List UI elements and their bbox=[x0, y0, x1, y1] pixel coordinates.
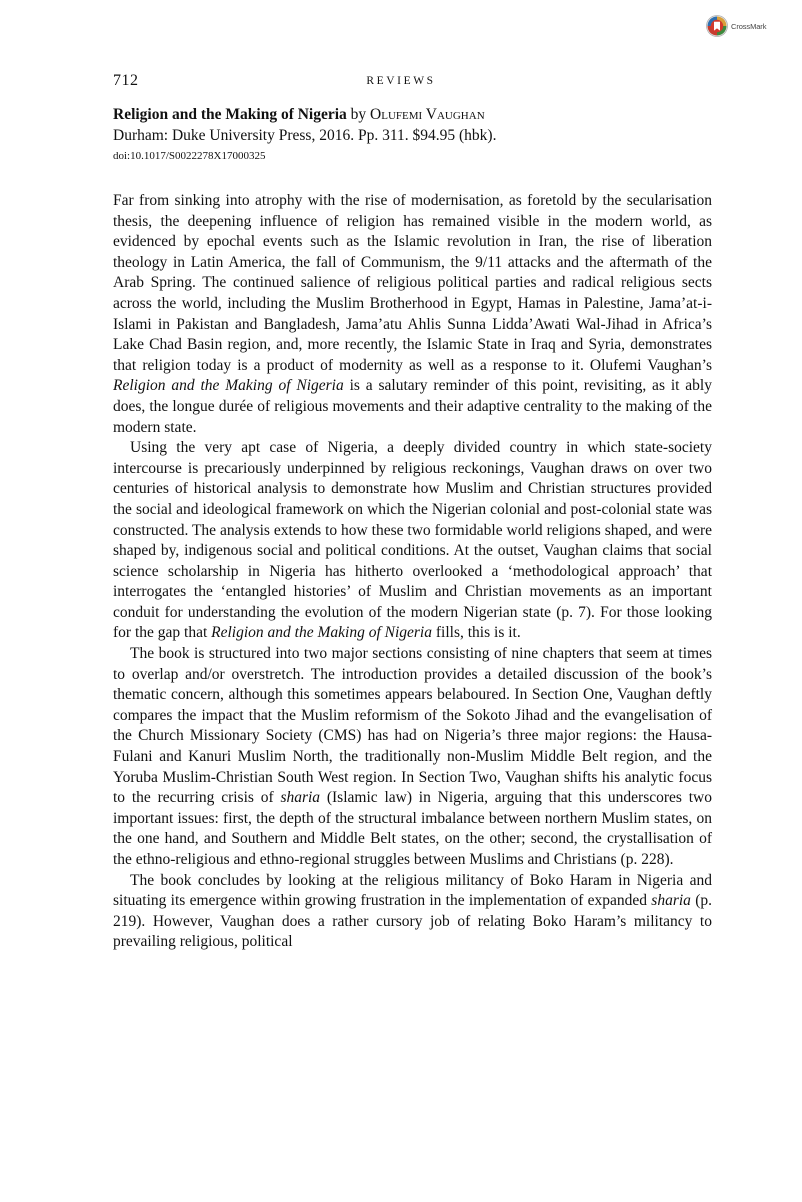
crossmark-label: CrossMark bbox=[731, 21, 767, 31]
paragraph-text: Using the very apt case of Nigeria, a deeply divided country in which state-society intercourse is precariously underpinned by religious reckonings, Vaughan draws on over two centuries of historical analysis to demonstrate how Muslim and Christian structures provided the social and ideological framework on which the Nigerian colonial and post-colonial state was constructed. The analysis extends to how these two formidable world religions shaped, and were shaped by, indigenous social and political conditions. At the outset, Vaughan claims that social science scholarship in Nigeria has hitherto overlooked a ‘methodological approach’ that interrogates the ‘entangled histories’ of Muslim and Christian movements as an important conduit for understanding the evolution of the modern Nigerian state (p. 7). For those looking for the gap that bbox=[113, 439, 712, 642]
review-paragraph bbox=[113, 438, 712, 644]
review-paragraph bbox=[113, 191, 712, 438]
book-by: by bbox=[346, 106, 371, 123]
review-paragraph bbox=[113, 871, 712, 953]
book-publication: Durham: Duke University Press, 2016. Pp. 311. $94.95 (hbk). bbox=[113, 127, 497, 144]
paragraph-text: fills, this is it. bbox=[432, 624, 521, 642]
paragraph-text: (Islamic law) in Nigeria, arguing that this underscores two important issues: first, the depth of the structural imbalance between northern Muslim states, on the one hand, and Southern and Middle Belt states, on the other; second, the crystallisation of the ethno-religious and ethno-regional struggles between Muslims and Christians (p. 228). bbox=[113, 789, 712, 868]
crossmark-badge[interactable] bbox=[706, 15, 766, 37]
paragraph-text: is a salutary reminder of this point, revisiting, as it ably does, the longue durée of religious movements and their adaptive centrality to the making of the modern state. bbox=[113, 377, 712, 436]
paragraph-text: Far from sinking into atrophy with the rise of modernisation, as foretold by the secularisation thesis, the deepening influence of religion has remained visible in the modern world, as evidenced by epochal events such as the Islamic revolution in Iran, the rise of liberation theology in Latin America, the fall of Communism, the 9/11 attacks and the aftermath of the Arab Spring. The continued salience of religious political parties and radical religious sects across the world, including the Muslim Brotherhood in Egypt, Hamas in Palestine, Jama’at-i-Islami in Pakistan and Bangladesh, Jama’atu Ahlis Sunna Lidda’Awati Wal-Jihad in Africa’s Lake Chad Basin region, and, more recently, the Islamic State in Iraq and Syria, demonstrates that religion today is a product of modernity as well as a response to it. Olufemi Vaughan’s bbox=[113, 192, 712, 374]
book-title: Religion and the Making of Nigeria bbox=[113, 106, 347, 123]
review-body bbox=[113, 191, 712, 953]
italic-text: sharia bbox=[280, 789, 321, 807]
book-title-line bbox=[113, 104, 713, 125]
paragraph-text: (p. 219). However, Vaughan does a rather cursory job of relating Boko Haram’s militancy to prevailing religious, political bbox=[113, 892, 712, 951]
page-number: 712 bbox=[113, 72, 139, 89]
paragraph-text: The book is structured into two major sections consisting of nine chapters that seem at times to overlap and/or overstretch. The introduction provides a detailed discussion of the book’s thematic concern, although this sometimes appears belaboured. In Section One, Vaughan deftly compares the impact that the Muslim reformism of the Sokoto Jihad and the evangelisation of the Church Missionary Society (CMS) has had on Nigeria’s three major regions: the Hausa-Fulani and Kanuri Muslim North, the traditionally non-Muslim Middle Belt region, and the Yoruba Muslim-Christian South West region. In Section Two, Vaughan shifts his analytic focus to the recurring crisis of bbox=[113, 645, 712, 807]
book-author: Olufemi Vaughan bbox=[370, 106, 485, 123]
book-citation bbox=[113, 104, 713, 165]
running-head: REVIEWS bbox=[366, 75, 436, 87]
review-paragraph bbox=[113, 644, 712, 871]
crossmark-icon bbox=[706, 15, 728, 37]
doi-link[interactable]: doi:10.1017/S0022278X17000325 bbox=[113, 150, 266, 162]
italic-text: Religion and the Making of Nigeria bbox=[211, 624, 432, 642]
italic-text: Religion and the Making of Nigeria bbox=[113, 377, 344, 395]
paragraph-text: The book concludes by looking at the religious militancy of Boko Haram in Nigeria and situating its emergence within growing frustration in the implementation of expanded bbox=[113, 871, 712, 910]
italic-text: sharia bbox=[651, 892, 691, 910]
